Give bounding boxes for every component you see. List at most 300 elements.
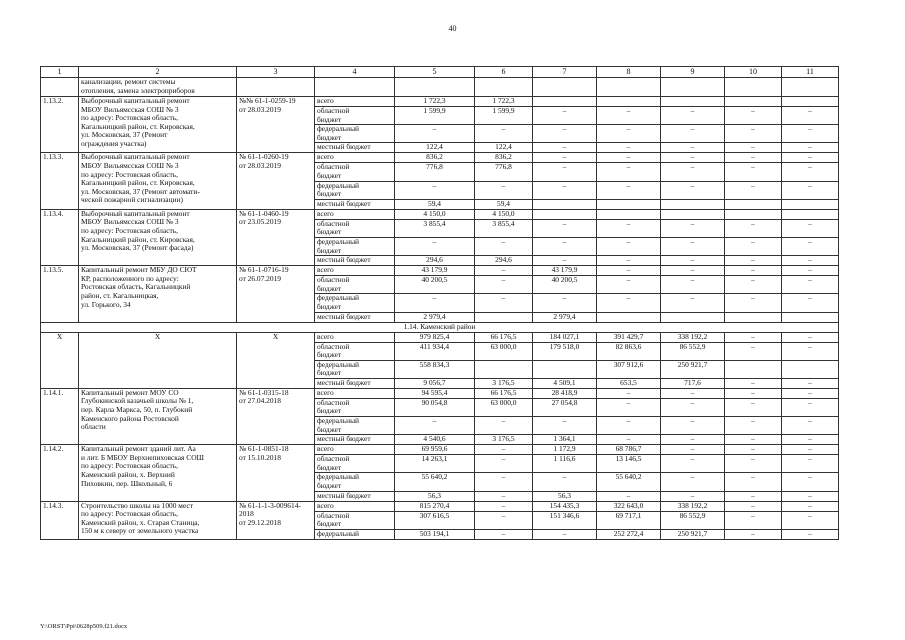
table-row <box>41 332 839 342</box>
amount-cell <box>533 360 597 378</box>
item-number: 1.13.4. <box>41 209 79 265</box>
amount-cell <box>475 312 533 322</box>
amount-cell <box>782 360 839 378</box>
amount-cell: – <box>597 435 661 445</box>
amount-cell: – <box>597 388 661 398</box>
amount-cell: – <box>725 237 782 255</box>
amount-cell <box>533 199 597 209</box>
amount-cell: – <box>533 163 597 181</box>
item-name: Строительство школы на 1000 мест по адресу: Ростовская область, Каменский район, х. Старая Станица, 150 м к северу от земельного участка <box>79 501 237 539</box>
amount-cell: – <box>725 181 782 199</box>
amount-cell: 43 179,9 <box>533 266 597 276</box>
budget-source: местный бюджет <box>315 491 395 501</box>
amount-cell: – <box>395 294 475 312</box>
amount-cell <box>782 97 839 107</box>
amount-cell: 776,8 <box>395 163 475 181</box>
amount-cell: – <box>725 342 782 360</box>
amount-cell: – <box>661 473 725 491</box>
amount-cell: – <box>533 153 597 163</box>
amount-cell: 503 194,1 <box>395 529 475 539</box>
amount-cell: – <box>782 491 839 501</box>
amount-cell: – <box>725 332 782 342</box>
amount-cell: 294,6 <box>475 256 533 266</box>
page-number: 40 <box>448 24 457 33</box>
amount-cell <box>661 199 725 209</box>
amount-cell <box>725 97 782 107</box>
amount-cell <box>661 312 725 322</box>
table-row <box>41 97 839 107</box>
amount-cell: – <box>782 455 839 473</box>
amount-cell: 250 921,7 <box>661 529 725 539</box>
amount-cell: 86 552,9 <box>661 342 725 360</box>
amount-cell: – <box>782 388 839 398</box>
budget-source: местный бюджет <box>315 312 395 322</box>
amount-cell: – <box>597 266 661 276</box>
amount-cell: – <box>475 237 533 255</box>
amount-cell: – <box>661 294 725 312</box>
item-number <box>41 78 79 97</box>
amount-cell: – <box>475 529 533 539</box>
column-header: 2 <box>79 67 237 78</box>
amount-cell: 2 979,4 <box>533 312 597 322</box>
amount-cell: 1 599,9 <box>395 107 475 125</box>
amount-cell: – <box>533 473 597 491</box>
amount-cell: – <box>725 219 782 237</box>
budget-source: областной бюджет <box>315 107 395 125</box>
empty-cell <box>315 78 395 97</box>
amount-cell: – <box>533 256 597 266</box>
budget-source: федеральный бюджет <box>315 473 395 491</box>
amount-cell: 558 834,3 <box>395 360 475 378</box>
amount-cell: – <box>725 501 782 511</box>
document-number: № 61-1-0851-18 от 15.10.2018 <box>237 445 315 501</box>
table-row <box>41 445 839 455</box>
budget-source: областной бюджет <box>315 163 395 181</box>
budget-source: федеральный бюджет <box>315 125 395 143</box>
item-name: Выборочный капитальный ремонт МБОУ Вильямсская СОШ № 3 по адресу: Ростовская область, Кагальницкий район, ст. Кировская, ул. Московская, 37 (Ремонт автомати- ческой пожарной сигнализации) <box>79 153 237 209</box>
amount-cell: – <box>475 294 533 312</box>
item-name: X <box>79 332 237 388</box>
amount-cell: – <box>725 455 782 473</box>
item-number: 1.14.3. <box>41 501 79 539</box>
budget-source: всего <box>315 266 395 276</box>
amount-cell: – <box>597 256 661 266</box>
amount-cell: – <box>782 143 839 153</box>
amount-cell: – <box>782 511 839 529</box>
item-name-continued: канализации, ремонт системы отопления, замена электроприборов <box>79 78 237 97</box>
amount-cell <box>475 360 533 378</box>
amount-cell: 94 595,4 <box>395 388 475 398</box>
budget-source: федеральный бюджет <box>315 360 395 378</box>
amount-cell: – <box>782 266 839 276</box>
amount-cell: 338 192,2 <box>661 501 725 511</box>
amount-cell: – <box>782 294 839 312</box>
amount-cell: – <box>661 219 725 237</box>
budget-source: всего <box>315 332 395 342</box>
amount-cell: 1 722,3 <box>475 97 533 107</box>
column-header: 9 <box>661 67 725 78</box>
amount-cell: – <box>725 398 782 416</box>
amount-cell: 4 509,1 <box>533 378 597 388</box>
section-row <box>41 322 839 332</box>
column-header: 3 <box>237 67 315 78</box>
amount-cell: 59,4 <box>475 199 533 209</box>
amount-cell: – <box>475 266 533 276</box>
amount-cell <box>597 199 661 209</box>
amount-cell: 322 643,0 <box>597 501 661 511</box>
table-row <box>41 388 839 398</box>
budget-source: областной бюджет <box>315 398 395 416</box>
amount-cell <box>597 209 661 219</box>
budget-source: всего <box>315 445 395 455</box>
budget-source: федеральный бюджет <box>315 294 395 312</box>
amount-cell: 55 640,2 <box>597 473 661 491</box>
budget-source: всего <box>315 209 395 219</box>
amount-cell: 59,4 <box>395 199 475 209</box>
amount-cell: – <box>533 125 597 143</box>
amount-cell: 2 979,4 <box>395 312 475 322</box>
amount-cell: – <box>725 107 782 125</box>
amount-cell: 3 855,4 <box>395 219 475 237</box>
budget-source: местный бюджет <box>315 256 395 266</box>
column-header: 5 <box>395 67 475 78</box>
amount-cell: 1 722,3 <box>395 97 475 107</box>
amount-cell: – <box>782 445 839 455</box>
amount-cell: – <box>725 153 782 163</box>
amount-cell: – <box>533 219 597 237</box>
item-number: 1.14.2. <box>41 445 79 501</box>
amount-cell: – <box>782 107 839 125</box>
item-number: 1.13.3. <box>41 153 79 209</box>
amount-cell: 3 855,4 <box>475 219 533 237</box>
amount-cell: – <box>533 294 597 312</box>
amount-cell: – <box>597 163 661 181</box>
amount-cell: 252 272,4 <box>597 529 661 539</box>
amount-cell: 40 200,5 <box>533 276 597 294</box>
item-number: X <box>41 332 79 388</box>
item-name: Капитальный ремонт МОУ СО Глубокинской казачьей школы № 1, пер. Карла Маркса, 50, п. Глубокий Каменского района Ростовской области <box>79 388 237 444</box>
document-number: № 61-1-0315-18 от 27.04.2018 <box>237 388 315 444</box>
amount-cell: – <box>475 511 533 529</box>
amount-cell: – <box>661 256 725 266</box>
amount-cell: – <box>725 266 782 276</box>
amount-cell: 3 176,5 <box>475 435 533 445</box>
budget-source: областной бюджет <box>315 219 395 237</box>
amount-cell <box>661 97 725 107</box>
empty-cell <box>533 78 597 97</box>
amount-cell: – <box>661 445 725 455</box>
column-header: 1 <box>41 67 79 78</box>
amount-cell: – <box>725 445 782 455</box>
amount-cell: 151 346,6 <box>533 511 597 529</box>
amount-cell: 56,3 <box>395 491 475 501</box>
financing-table <box>40 66 839 540</box>
amount-cell: – <box>725 529 782 539</box>
amount-cell: – <box>597 181 661 199</box>
amount-cell: – <box>533 529 597 539</box>
amount-cell: 122,4 <box>475 143 533 153</box>
amount-cell: 3 176,5 <box>475 378 533 388</box>
column-number-row <box>41 67 839 78</box>
amount-cell: 14 263,1 <box>395 455 475 473</box>
amount-cell: – <box>782 181 839 199</box>
amount-cell: 154 435,3 <box>533 501 597 511</box>
amount-cell: – <box>782 417 839 435</box>
amount-cell: – <box>475 455 533 473</box>
amount-cell: – <box>661 491 725 501</box>
amount-cell <box>533 209 597 219</box>
amount-cell: – <box>782 237 839 255</box>
amount-cell: 66 176,5 <box>475 332 533 342</box>
budget-source: федеральный бюджет <box>315 417 395 435</box>
amount-cell: – <box>395 125 475 143</box>
budget-source: федеральный бюджет <box>315 181 395 199</box>
amount-cell: – <box>661 153 725 163</box>
amount-cell: 836,2 <box>395 153 475 163</box>
amount-cell: 179 518,0 <box>533 342 597 360</box>
amount-cell: 4 150,0 <box>475 209 533 219</box>
amount-cell: – <box>395 417 475 435</box>
amount-cell: 4 540,6 <box>395 435 475 445</box>
budget-source: федеральный бюджет <box>315 237 395 255</box>
amount-cell: – <box>597 294 661 312</box>
amount-cell: – <box>475 491 533 501</box>
amount-cell: – <box>597 107 661 125</box>
document-number: № 61-1-0716-19 от 26.07.2019 <box>237 266 315 322</box>
amount-cell: – <box>782 125 839 143</box>
amount-cell: – <box>725 163 782 181</box>
amount-cell: 66 176,5 <box>475 388 533 398</box>
amount-cell <box>661 209 725 219</box>
amount-cell: – <box>725 378 782 388</box>
amount-cell: 69 959,6 <box>395 445 475 455</box>
amount-cell: – <box>661 143 725 153</box>
amount-cell: – <box>597 417 661 435</box>
amount-cell: 13 146,5 <box>597 455 661 473</box>
amount-cell: 307 616,5 <box>395 511 475 529</box>
empty-cell <box>237 78 315 97</box>
item-name: Выборочный капитальный ремонт МБОУ Вильямсская СОШ № 3 по адресу: Ростовская область, Кагальницкий район, ст. Кировская, ул. Московская, 37 (Ремонт ограждения участка) <box>79 97 237 153</box>
amount-cell: 56,3 <box>533 491 597 501</box>
amount-cell <box>725 360 782 378</box>
amount-cell: 815 270,4 <box>395 501 475 511</box>
item-name: Капитальный ремонт зданий лит. Аа и лит. Б МБОУ Верхнепиховская СОШ по адресу: Ростовская область, Каменский район, х. Верхний Пиховкин, пер. Школьный, 6 <box>79 445 237 501</box>
amount-cell: – <box>782 276 839 294</box>
amount-cell: – <box>533 107 597 125</box>
amount-cell: – <box>475 417 533 435</box>
amount-cell: – <box>725 125 782 143</box>
column-header: 11 <box>782 67 839 78</box>
amount-cell <box>533 97 597 107</box>
amount-cell: 979 825,4 <box>395 332 475 342</box>
table-row <box>41 209 839 219</box>
amount-cell: 338 192,2 <box>661 332 725 342</box>
budget-source: областной бюджет <box>315 455 395 473</box>
amount-cell: – <box>725 491 782 501</box>
continuation-row <box>41 78 839 97</box>
amount-cell: 717,6 <box>661 378 725 388</box>
amount-cell: 82 863,6 <box>597 342 661 360</box>
amount-cell: – <box>782 256 839 266</box>
budget-source: местный бюджет <box>315 199 395 209</box>
column-header: 7 <box>533 67 597 78</box>
amount-cell: 40 200,5 <box>395 276 475 294</box>
amount-cell: 68 786,7 <box>597 445 661 455</box>
amount-cell: 411 934,4 <box>395 342 475 360</box>
amount-cell: – <box>782 153 839 163</box>
amount-cell: – <box>395 181 475 199</box>
amount-cell: 27 054,8 <box>533 398 597 416</box>
amount-cell: – <box>782 332 839 342</box>
file-path-footer: Y:\ORST\Ppi\0628p509.f21.docx <box>40 623 128 630</box>
amount-cell: – <box>597 125 661 143</box>
amount-cell: – <box>782 398 839 416</box>
budget-source: федеральный <box>315 529 395 539</box>
budget-source: всего <box>315 153 395 163</box>
amount-cell: – <box>661 435 725 445</box>
amount-cell <box>725 312 782 322</box>
amount-cell: – <box>782 342 839 360</box>
amount-cell: – <box>475 445 533 455</box>
item-number: 1.13.5. <box>41 266 79 322</box>
amount-cell: – <box>475 276 533 294</box>
table-row <box>41 266 839 276</box>
amount-cell: 90 054,8 <box>395 398 475 416</box>
amount-cell: – <box>661 107 725 125</box>
amount-cell: – <box>725 256 782 266</box>
section-title: 1.14. Каменский район <box>41 322 839 332</box>
amount-cell: – <box>782 219 839 237</box>
budget-source: всего <box>315 97 395 107</box>
amount-cell: – <box>475 501 533 511</box>
amount-cell: – <box>782 473 839 491</box>
column-header: 4 <box>315 67 395 78</box>
amount-cell: – <box>725 143 782 153</box>
amount-cell: – <box>782 378 839 388</box>
amount-cell: – <box>661 398 725 416</box>
budget-source: местный бюджет <box>315 143 395 153</box>
amount-cell: – <box>782 435 839 445</box>
amount-cell: – <box>533 143 597 153</box>
amount-cell: – <box>597 276 661 294</box>
amount-cell: 1 116,6 <box>533 455 597 473</box>
amount-cell <box>597 97 661 107</box>
amount-cell: 86 552,9 <box>661 511 725 529</box>
document-number: X <box>237 332 315 388</box>
column-header: 8 <box>597 67 661 78</box>
amount-cell: – <box>661 388 725 398</box>
amount-cell: – <box>725 276 782 294</box>
amount-cell: 9 056,7 <box>395 378 475 388</box>
amount-cell: 391 429,7 <box>597 332 661 342</box>
item-number: 1.14.1. <box>41 388 79 444</box>
amount-cell: 4 150,0 <box>395 209 475 219</box>
amount-cell: 69 717,1 <box>597 511 661 529</box>
amount-cell: 1 364,1 <box>533 435 597 445</box>
column-header: 10 <box>725 67 782 78</box>
document-number: № 61-1-0260-19 от 28.03.2019 <box>237 153 315 209</box>
amount-cell <box>782 312 839 322</box>
amount-cell: 250 921,7 <box>661 360 725 378</box>
empty-cell <box>661 78 725 97</box>
amount-cell: – <box>661 266 725 276</box>
document-number: № 61-1-0460-19 от 23.05.2019 <box>237 209 315 265</box>
amount-cell <box>782 209 839 219</box>
amount-cell: – <box>597 398 661 416</box>
empty-cell <box>395 78 475 97</box>
amount-cell: 184 027,1 <box>533 332 597 342</box>
budget-source: местный бюджет <box>315 378 395 388</box>
document-number: №№ 61-1-0259-19 от 28.03.2019 <box>237 97 315 153</box>
budget-source: областной бюджет <box>315 342 395 360</box>
amount-cell: – <box>661 237 725 255</box>
amount-cell: 55 640,2 <box>395 473 475 491</box>
budget-source: всего <box>315 501 395 511</box>
amount-cell: – <box>597 219 661 237</box>
amount-cell: – <box>725 388 782 398</box>
amount-cell: – <box>597 237 661 255</box>
amount-cell: – <box>533 417 597 435</box>
amount-cell: – <box>395 237 475 255</box>
amount-cell: – <box>597 143 661 153</box>
amount-cell: – <box>661 276 725 294</box>
table-row <box>41 501 839 511</box>
amount-cell: 63 000,0 <box>475 398 533 416</box>
budget-source: всего <box>315 388 395 398</box>
amount-cell: 28 418,9 <box>533 388 597 398</box>
document-number: № 61-1-1-3-009614- 2018 от 29.12.2018 <box>237 501 315 539</box>
amount-cell: – <box>475 125 533 143</box>
amount-cell: 776,8 <box>475 163 533 181</box>
amount-cell: – <box>661 417 725 435</box>
item-number: 1.13.2. <box>41 97 79 153</box>
amount-cell: 307 912,6 <box>597 360 661 378</box>
amount-cell <box>725 199 782 209</box>
item-name: Выборочный капитальный ремонт МБОУ Вильямсская СОШ № 3 по адресу: Ростовская область, Кагальницкий район, ст. Кировская, ул. Московская, 37 (Ремонт фасада) <box>79 209 237 265</box>
empty-cell <box>597 78 661 97</box>
amount-cell: – <box>725 294 782 312</box>
amount-cell: 122,4 <box>395 143 475 153</box>
amount-cell: – <box>475 473 533 491</box>
amount-cell: – <box>782 163 839 181</box>
amount-cell <box>597 312 661 322</box>
amount-cell: 294,6 <box>395 256 475 266</box>
amount-cell: – <box>782 501 839 511</box>
amount-cell: 836,2 <box>475 153 533 163</box>
amount-cell: – <box>725 511 782 529</box>
table-row <box>41 153 839 163</box>
amount-cell: 63 000,0 <box>475 342 533 360</box>
amount-cell: – <box>661 181 725 199</box>
budget-source: областной бюджет <box>315 511 395 529</box>
amount-cell: – <box>475 181 533 199</box>
amount-cell: 43 179,9 <box>395 266 475 276</box>
amount-cell: – <box>597 153 661 163</box>
amount-cell: – <box>533 181 597 199</box>
amount-cell: – <box>661 125 725 143</box>
item-name: Капитальный ремонт МБУ ДО СЮТ КР, расположенного по адресу: Ростовская область, Кагальницкий район, ст. Кагальницкая, ул. Горького, 34 <box>79 266 237 322</box>
amount-cell: 1 172,9 <box>533 445 597 455</box>
amount-cell: – <box>597 491 661 501</box>
budget-source: местный бюджет <box>315 435 395 445</box>
empty-cell <box>782 78 839 97</box>
empty-cell <box>475 78 533 97</box>
amount-cell: – <box>782 529 839 539</box>
budget-source: областной бюджет <box>315 276 395 294</box>
amount-cell: – <box>725 435 782 445</box>
amount-cell: 653,5 <box>597 378 661 388</box>
amount-cell: – <box>533 237 597 255</box>
